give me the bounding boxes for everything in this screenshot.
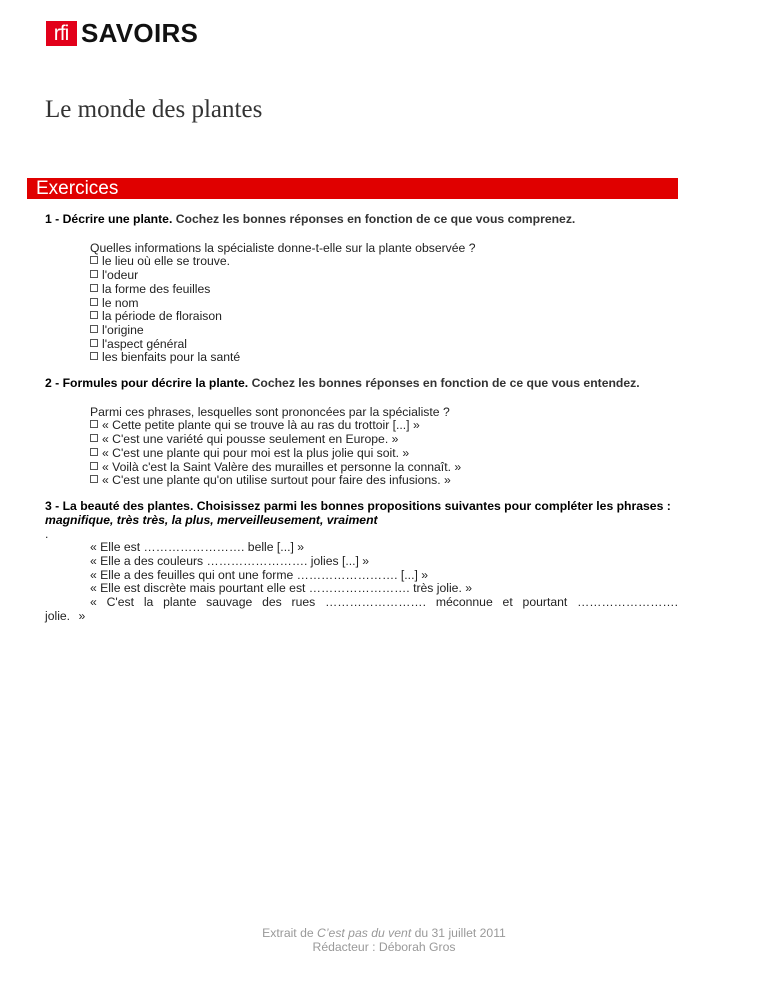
checkbox-option[interactable] (90, 461, 678, 475)
exercise-1-heading (45, 213, 678, 227)
exercise-2 (45, 377, 678, 488)
option-label: l'aspect général (102, 336, 187, 351)
savoirs-logo-text: SAVOIRS (81, 18, 199, 48)
option-label: la période de floraison (102, 309, 222, 324)
checkbox-icon[interactable] (90, 311, 98, 319)
checkbox-icon[interactable] (90, 325, 98, 333)
exercise-1-body (90, 242, 678, 365)
footer-author-line: Rédacteur : Déborah Gros (312, 940, 456, 954)
checkbox-icon[interactable] (90, 462, 98, 470)
checkbox-icon[interactable] (90, 352, 98, 360)
option-label: les bienfaits pour la santé (102, 350, 241, 365)
exercise-3-title: 3 - La beauté des plantes. Choisissez parmi les bonnes propositions suivantes pour compléter les phrases : (45, 498, 671, 513)
option-label: l'odeur (102, 268, 139, 283)
checkbox-icon[interactable] (90, 298, 98, 306)
exercise-1-question: Quelles informations la spécialiste donne-t-elle sur la plante observée ? (90, 240, 476, 255)
checkbox-icon[interactable] (90, 475, 98, 483)
exercise-2-title: 2 - Formules pour décrire la plante. (45, 376, 249, 391)
checkbox-icon[interactable] (90, 339, 98, 347)
checkbox-option[interactable] (90, 433, 678, 447)
footer-show-name: C’est pas du vent (317, 926, 412, 940)
option-label: « Cette petite plante qui se trouve là au ras du trottoir [...] » (102, 418, 420, 433)
option-label: « C'est une variété qui pousse seulement en Europe. » (102, 432, 399, 447)
section-header-exercices: Exercices (27, 178, 678, 199)
last-sentence-wrap (45, 596, 678, 623)
checkbox-icon[interactable] (90, 284, 98, 292)
checkbox-option[interactable] (90, 351, 678, 365)
checkbox-option[interactable] (90, 447, 678, 461)
exercise-3 (45, 500, 678, 624)
fill-in-sentence: « Elle a des couleurs ……………………. jolies [...] » (90, 554, 370, 569)
rfi-savoirs-logo (46, 18, 199, 48)
exercise-1-title: 1 - Décrire une plante. (45, 212, 173, 226)
option-label: « Voilà c'est la Saint Valère des murailles et personne la connaît. » (102, 459, 462, 474)
fill-in-sentence: « Elle est ……………………. belle [...] » (90, 540, 305, 555)
footer-prefix: Extrait de (262, 926, 318, 940)
checkbox-option[interactable] (90, 310, 678, 324)
exercise-3-heading (45, 500, 678, 527)
checkbox-option[interactable] (90, 338, 678, 352)
rfi-logo-badge: rfi (46, 21, 77, 46)
checkbox-option[interactable] (90, 419, 678, 433)
option-label: le lieu où elle se trouve. (102, 254, 231, 269)
exercise-3-word-list: magnifique, très très, la plus, merveilleusement, vraiment (45, 512, 378, 527)
checkbox-option[interactable] (90, 297, 678, 311)
fill-in-sentence-last: « C'est la plante sauvage des rues ……………………. méconnue et pourtant ……………………. jolie. » (45, 595, 678, 623)
option-label: « C'est une plante qui pour moi est la plus jolie qui soit. » (102, 445, 410, 460)
exercises-content (45, 213, 678, 624)
checkbox-icon[interactable] (90, 270, 98, 278)
checkbox-option[interactable] (90, 474, 678, 488)
footer-source-line (0, 926, 768, 940)
checkbox-icon[interactable] (90, 448, 98, 456)
option-label: « C'est une plante qu'on utilise surtout pour faire des infusions. » (102, 473, 451, 488)
checkbox-icon[interactable] (90, 420, 98, 428)
separator-dot: . (45, 527, 49, 542)
exercise-2-question: Parmi ces phrases, lesquelles sont prononcées par la spécialiste ? (90, 404, 450, 419)
exercise-2-instruction: Cochez les bonnes réponses en fonction de ce que vous entendez. (248, 376, 640, 391)
checkbox-option[interactable] (90, 283, 678, 297)
checkbox-option[interactable] (90, 269, 678, 283)
fill-in-sentence: « Elle est discrète mais pourtant elle est ……………………. très jolie. » (90, 581, 473, 596)
fill-in-sentence: « Elle a des feuilles qui ont une forme ……………………. [...] » (90, 567, 429, 582)
exercise-1-instruction: Cochez les bonnes réponses en fonction de ce que vous comprenez. (172, 212, 576, 226)
option-label: la forme des feuilles (102, 281, 211, 296)
checkbox-option[interactable] (90, 255, 678, 269)
exercise-2-body (90, 406, 678, 488)
checkbox-option[interactable] (90, 324, 678, 338)
document-title: Le monde des plantes (45, 96, 263, 123)
option-label: l'origine (102, 322, 144, 337)
exercise-2-heading (45, 377, 678, 391)
option-label: le nom (102, 295, 139, 310)
checkbox-icon[interactable] (90, 256, 98, 264)
checkbox-icon[interactable] (90, 434, 98, 442)
footer-date: du 31 juillet 2011 (411, 926, 506, 940)
exercise-3-body (90, 541, 678, 596)
exercise-1 (45, 213, 678, 365)
footer (0, 926, 768, 954)
